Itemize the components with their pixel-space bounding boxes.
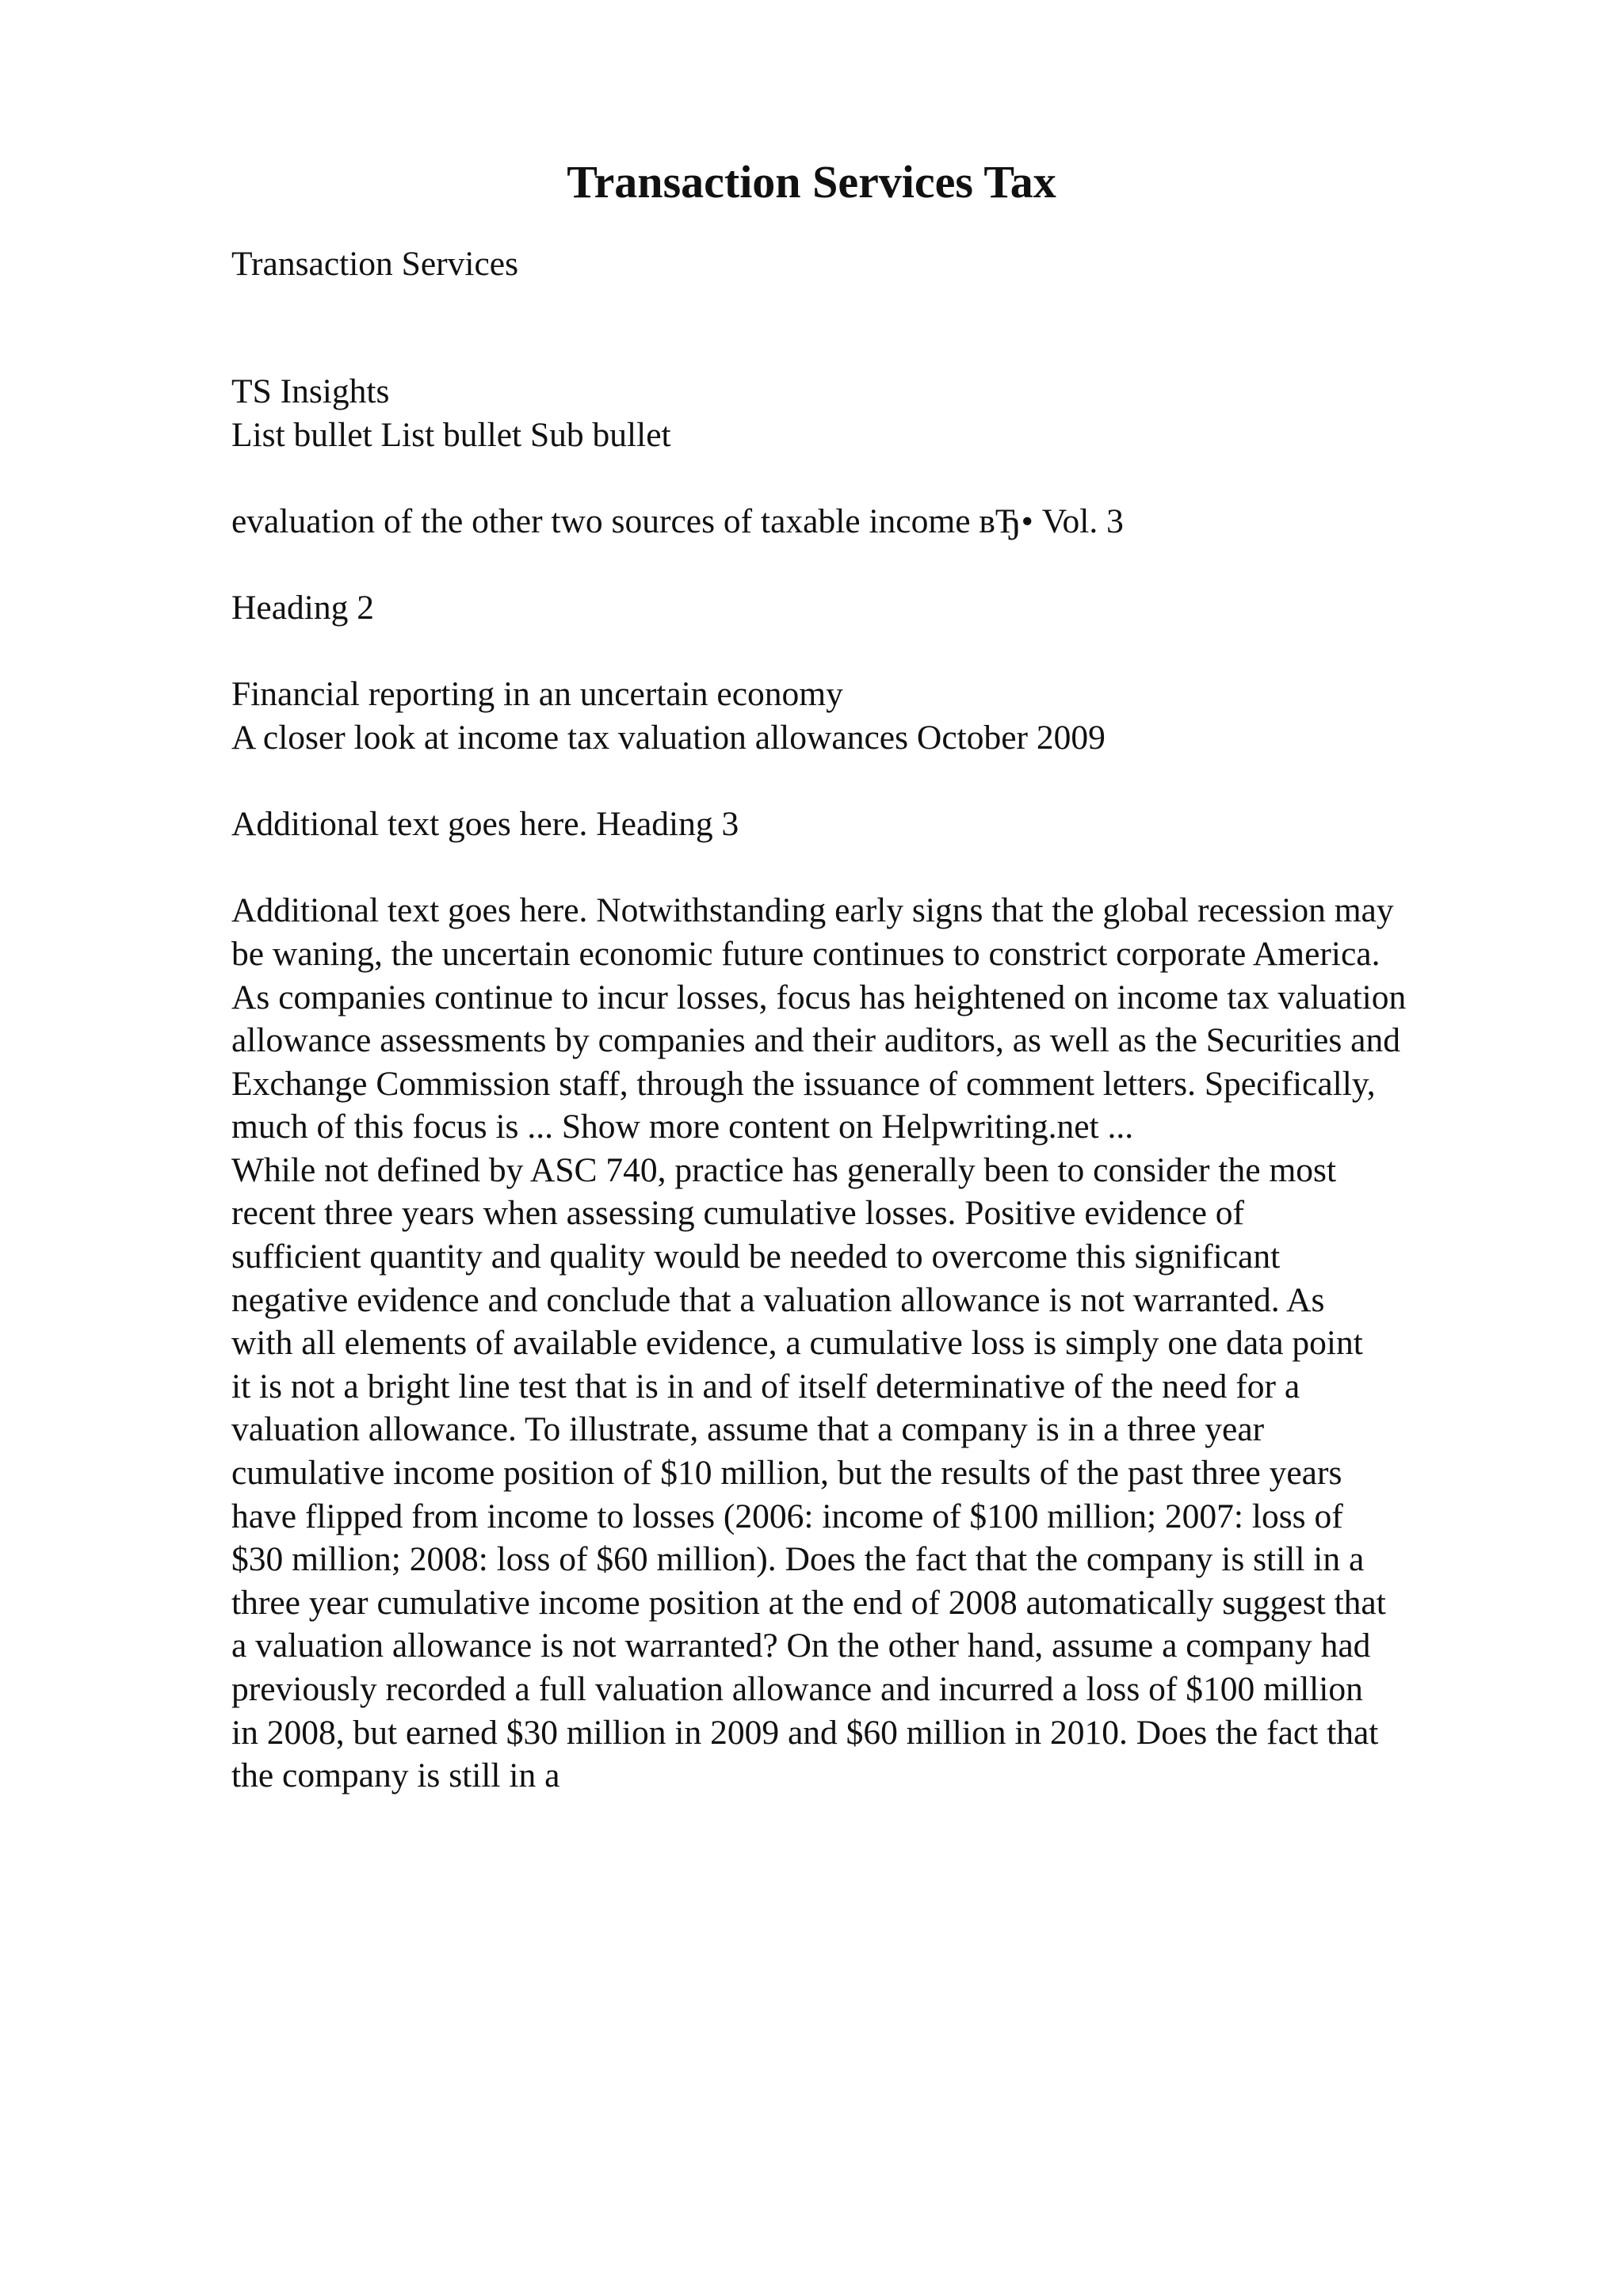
body-line: three year cumulative income position at the end of 2008 automatically suggest that	[231, 1583, 1386, 1622]
body-line: previously recorded a full valuation allowance and incurred a loss of $100 million	[231, 1670, 1363, 1708]
subtitle: Transaction Services	[231, 245, 519, 283]
body-line: much of this focus is ... Show more content on Helpwriting.net ...	[231, 1108, 1134, 1146]
insights-label: TS Insights	[231, 372, 390, 411]
body-line: recent three years when assessing cumulative losses. Positive evidence of	[231, 1194, 1245, 1233]
bullets-line: List bullet List bullet Sub bullet	[231, 415, 671, 454]
closer-look-line: A closer look at income tax valuation allowances October 2009	[231, 718, 1106, 757]
body-line: a valuation allowance is not warranted? On the other hand, assume a company had	[231, 1627, 1371, 1665]
financial-reporting-line: Financial reporting in an uncertain economy	[231, 675, 843, 714]
body-line: $30 million; 2008: loss of $60 million). Does the fact that the company is still in a	[231, 1540, 1365, 1579]
body-line: allowance assessments by companies and their auditors, as well as the Securities and	[231, 1021, 1400, 1060]
body-line: As companies continue to incur losses, focus has heightened on income tax valuation	[231, 978, 1407, 1016]
body-line: the company is still in a	[231, 1756, 560, 1795]
document-body	[231, 242, 1499, 1798]
body-line: valuation allowance. To illustrate, assume that a company is in a three year	[231, 1410, 1265, 1449]
body-line: negative evidence and conclude that a valuation allowance is not warranted. As	[231, 1280, 1325, 1319]
evaluation-line: evaluation of the other two sources of taxable income вЂ• Vol. 3	[231, 502, 1124, 540]
body-line: with all elements of available evidence, a cumulative loss is simply one data point	[231, 1324, 1363, 1363]
heading-3-line: Additional text goes here. Heading 3	[231, 805, 739, 844]
body-line: While not defined by ASC 740, practice has generally been to consider the most	[231, 1150, 1337, 1189]
body-line: it is not a bright line test that is in and of itself determinative of the need for a	[231, 1367, 1300, 1405]
body-line: sufficient quantity and quality would be needed to overcome this significant	[231, 1238, 1281, 1276]
heading-2: Heading 2	[231, 589, 374, 627]
body-paragraph	[231, 889, 1499, 1797]
body-line: in 2008, but earned $30 million in 2009 and $60 million in 2010. Does the fact that	[231, 1713, 1379, 1752]
body-line: cumulative income position of $10 million, but the results of the past three years	[231, 1454, 1342, 1493]
body-line: have flipped from income to losses (2006: income of $100 million; 2007: loss of	[231, 1497, 1343, 1535]
document-title: Transaction Services Tax	[567, 156, 1056, 208]
body-line: be waning, the uncertain economic future continues to constrict corporate America.	[231, 934, 1381, 973]
body-line: Exchange Commission staff, through the issuance of comment letters. Specifically,	[231, 1064, 1376, 1103]
body-line: Additional text goes here. Notwithstanding early signs that the global recession may	[231, 891, 1394, 930]
